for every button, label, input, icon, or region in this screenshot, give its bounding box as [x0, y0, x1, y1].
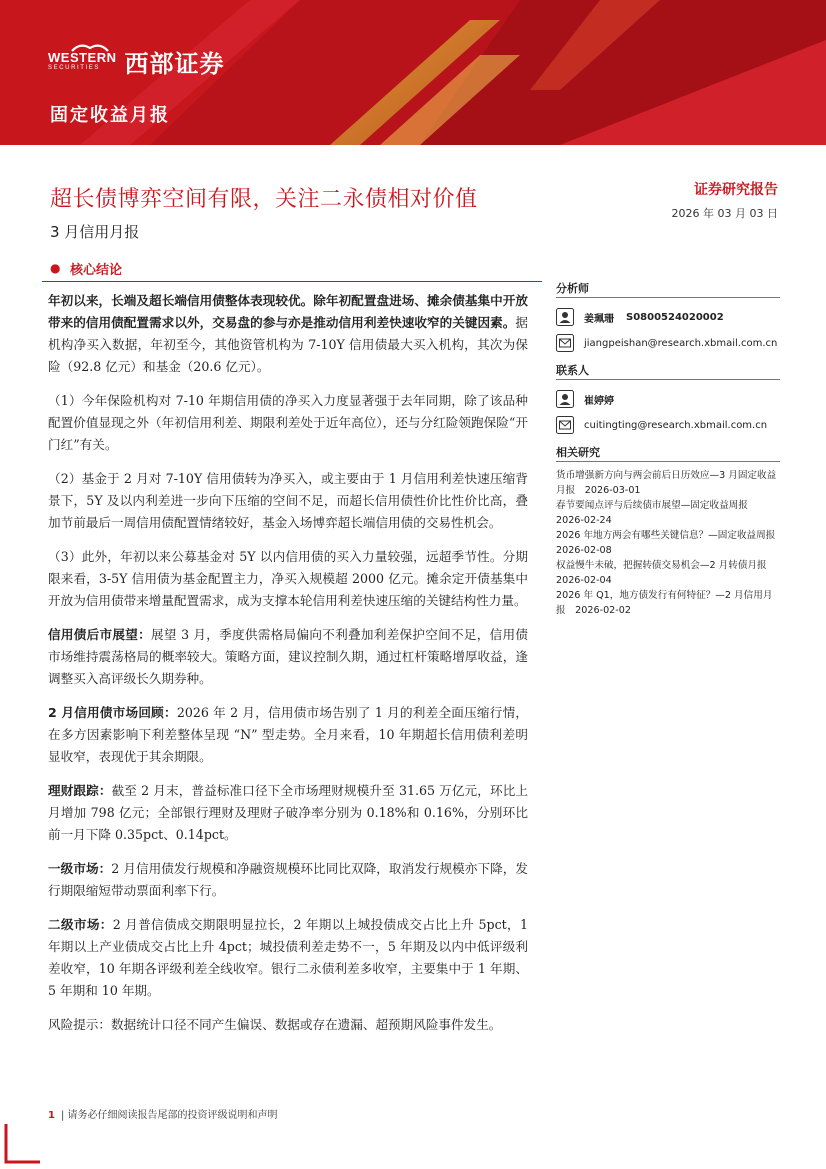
- contact-email[interactable]: cuitingting@research.xbmail.com.cn: [584, 419, 768, 431]
- analyst-email-row: [556, 330, 780, 356]
- secondary-label: 二级市场：: [48, 917, 113, 932]
- review-text: 2026 年 2 月，信用债市场告别了 1 月的利差全面压缩行情，在多方因素影响下利差整体呈现 “N” 型走势。全月来看，10 年期超长信用债利差明显收窄，表现优于其余期限。: [48, 705, 528, 764]
- paragraph-wealth: [48, 780, 528, 846]
- person-icon: [556, 390, 574, 408]
- paragraph-summary: [48, 290, 528, 378]
- related-item[interactable]: 2026 年 Q1，地方债发行有何特征？—2 月信用月报 2026-02-02: [556, 590, 773, 616]
- banner-subtitle: 固定收益月报: [50, 105, 170, 126]
- report-date: 2026 年 03 月 03 日: [671, 207, 778, 220]
- contact-row: [556, 386, 780, 412]
- paragraph-insurance: （1）今年保险机构对 7-10 年期信用债的净买入力度显著强于去年同期，除了该品种配置价值显现之外（年初信用利差、期限利差处于近年高位），还与分红险领跑保险“开门红”有关。: [48, 393, 528, 452]
- core-conclusion-bar: [42, 256, 542, 282]
- email-icon: [556, 416, 574, 434]
- related-item[interactable]: 2026 年地方两会有哪些关键信息？—固定收益周报 2026-02-08: [556, 530, 785, 556]
- core-conclusion-title: 核心结论: [70, 263, 123, 278]
- analyst-heading: 分析师: [556, 280, 780, 298]
- wealth-text: 截至 2 月末，普益标准口径下全市场理财规模升至 31.65 万亿元，环比上月增加 798 亿元；全部银行理财及理财子破净率分别为 0.18%和 0.16%，分别环比前一月下降 0.35pct、0.14pct。: [48, 783, 528, 842]
- paragraph-secondary: [48, 914, 528, 1002]
- bull-horn-icon: [70, 42, 110, 52]
- report-title: 超长债博弈空间有限，关注二永债相对价值: [50, 187, 478, 212]
- analyst-id: S0800524020002: [626, 311, 724, 323]
- logo-cn: 西部证券: [124, 50, 225, 78]
- review-label: 2 月信用债市场回顾：: [48, 705, 177, 720]
- primary-label: 一级市场：: [48, 861, 112, 876]
- summary-text: 据机构净买入数据，年初至今，其他资管机构为 7-10Y 信用债最大买入机构，其次为保险（92.8 亿元）和基金（20.6 亿元）。: [48, 315, 528, 374]
- related-heading: 相关研究: [556, 444, 780, 462]
- email-icon: [556, 334, 574, 352]
- contact-email-row: [556, 412, 780, 438]
- logo-en: [48, 51, 117, 72]
- paragraph-review: [48, 702, 528, 768]
- report-subtitle: 3 月信用月报: [50, 223, 140, 241]
- sidebar: [556, 280, 785, 618]
- bullet-icon: ●: [50, 261, 61, 275]
- paragraph-risk: 风险提示：数据统计口径不同产生偏误、数据或存在遗漏、超预期风险事件发生。: [48, 1017, 502, 1032]
- related-item[interactable]: 货币增强新方向与两会前后日历效应—3 月固定收益月报 2026-03-01: [556, 470, 777, 496]
- contact-name: 崔婷婷: [584, 395, 614, 407]
- paragraph-outlook: [48, 624, 528, 690]
- logo-en-sub: SECURITIES: [48, 65, 101, 71]
- related-list: [556, 468, 785, 618]
- outlook-label: 信用债后市展望：: [48, 627, 152, 642]
- page-number: 1: [48, 1110, 55, 1121]
- secondary-text: 2 月普信债成交期限明显拉长，2 年期以上城投债成交占比上升 5pct，1 年期以上产业债成交占比上升 4pct；城投债利差走势不一，5 年期及以内中低评级利差收窄，10 年期各评级利差全线收窄。银行二永债利差多收窄，主要集中于 1 年期、5 年期和 10 年期。: [48, 917, 528, 998]
- footer: [48, 1106, 278, 1121]
- footer-disclaimer: | 请务必仔细阅读报告尾部的投资评级说明和声明: [60, 1110, 278, 1121]
- paragraph-primary: [48, 858, 528, 902]
- paragraph-fund: （2）基金于 2 月对 7-10Y 信用债转为净买入，或主要由于 1 月信用利差快速压缩背景下，5Y 及以内利差进一步向下压缩的空间不足，而超长信用债性价比性价比高，叠加节前最后一周信用债配置情绪较好，基金入场博弈超长端信用债的交易性机会。: [48, 471, 528, 530]
- contact-heading: 联系人: [556, 362, 780, 380]
- primary-text: 2 月信用债发行规模和净融资规模环比同比双降，取消发行规模亦下降，发行期限缩短带动票面利率下行。: [48, 861, 528, 898]
- person-icon: [556, 308, 574, 326]
- logo-en-text: WESTERN: [48, 50, 117, 65]
- brand-logo: [48, 44, 225, 79]
- analyst-email[interactable]: jiangpeishan@research.xbmail.com.cn: [584, 337, 778, 349]
- wealth-label: 理财跟踪：: [48, 783, 112, 798]
- header-banner: [0, 0, 826, 145]
- summary-bold: 年初以来，长端及超长端信用债整体表现较优。除年初配置盘进场、摊余债基集中开放带来的信用债配置需求以外，交易盘的参与亦是推动信用利差快速收窄的关键因素。: [48, 293, 528, 330]
- related-item[interactable]: 权益慢牛未破，把握转债交易机会—2 月转债月报 2026-02-04: [556, 560, 777, 586]
- analyst-row: [556, 304, 780, 330]
- paragraph-public-fund: （3）此外，年初以来公募基金对 5Y 以内信用债的买入力量较强，远超季节性。分期限来看，3-5Y 信用债为基金配置主力，净买入规模超 2000 亿元。摊余定开债基集中开放为信用债带来增量配置需求，成为支撑本轮信用利差快速压缩的关键结构性力量。: [48, 549, 528, 608]
- corner-decoration: [0, 1118, 40, 1169]
- analyst-name: 姜珮珊: [584, 313, 614, 325]
- report-body: [48, 290, 528, 1048]
- report-type: 证券研究报告: [694, 182, 778, 198]
- related-item[interactable]: 春节要闻点评与后续债市展望—固定收益周报 2026-02-24: [556, 500, 758, 526]
- outlook-text: 展望 3 月，季度供需格局偏向不利叠加利差保护空间不足，信用债市场维持震荡格局的概率较大。策略方面，建议控制久期，通过杠杆策略增厚收益，逢调整买入高评级长久期券种。: [48, 627, 528, 686]
